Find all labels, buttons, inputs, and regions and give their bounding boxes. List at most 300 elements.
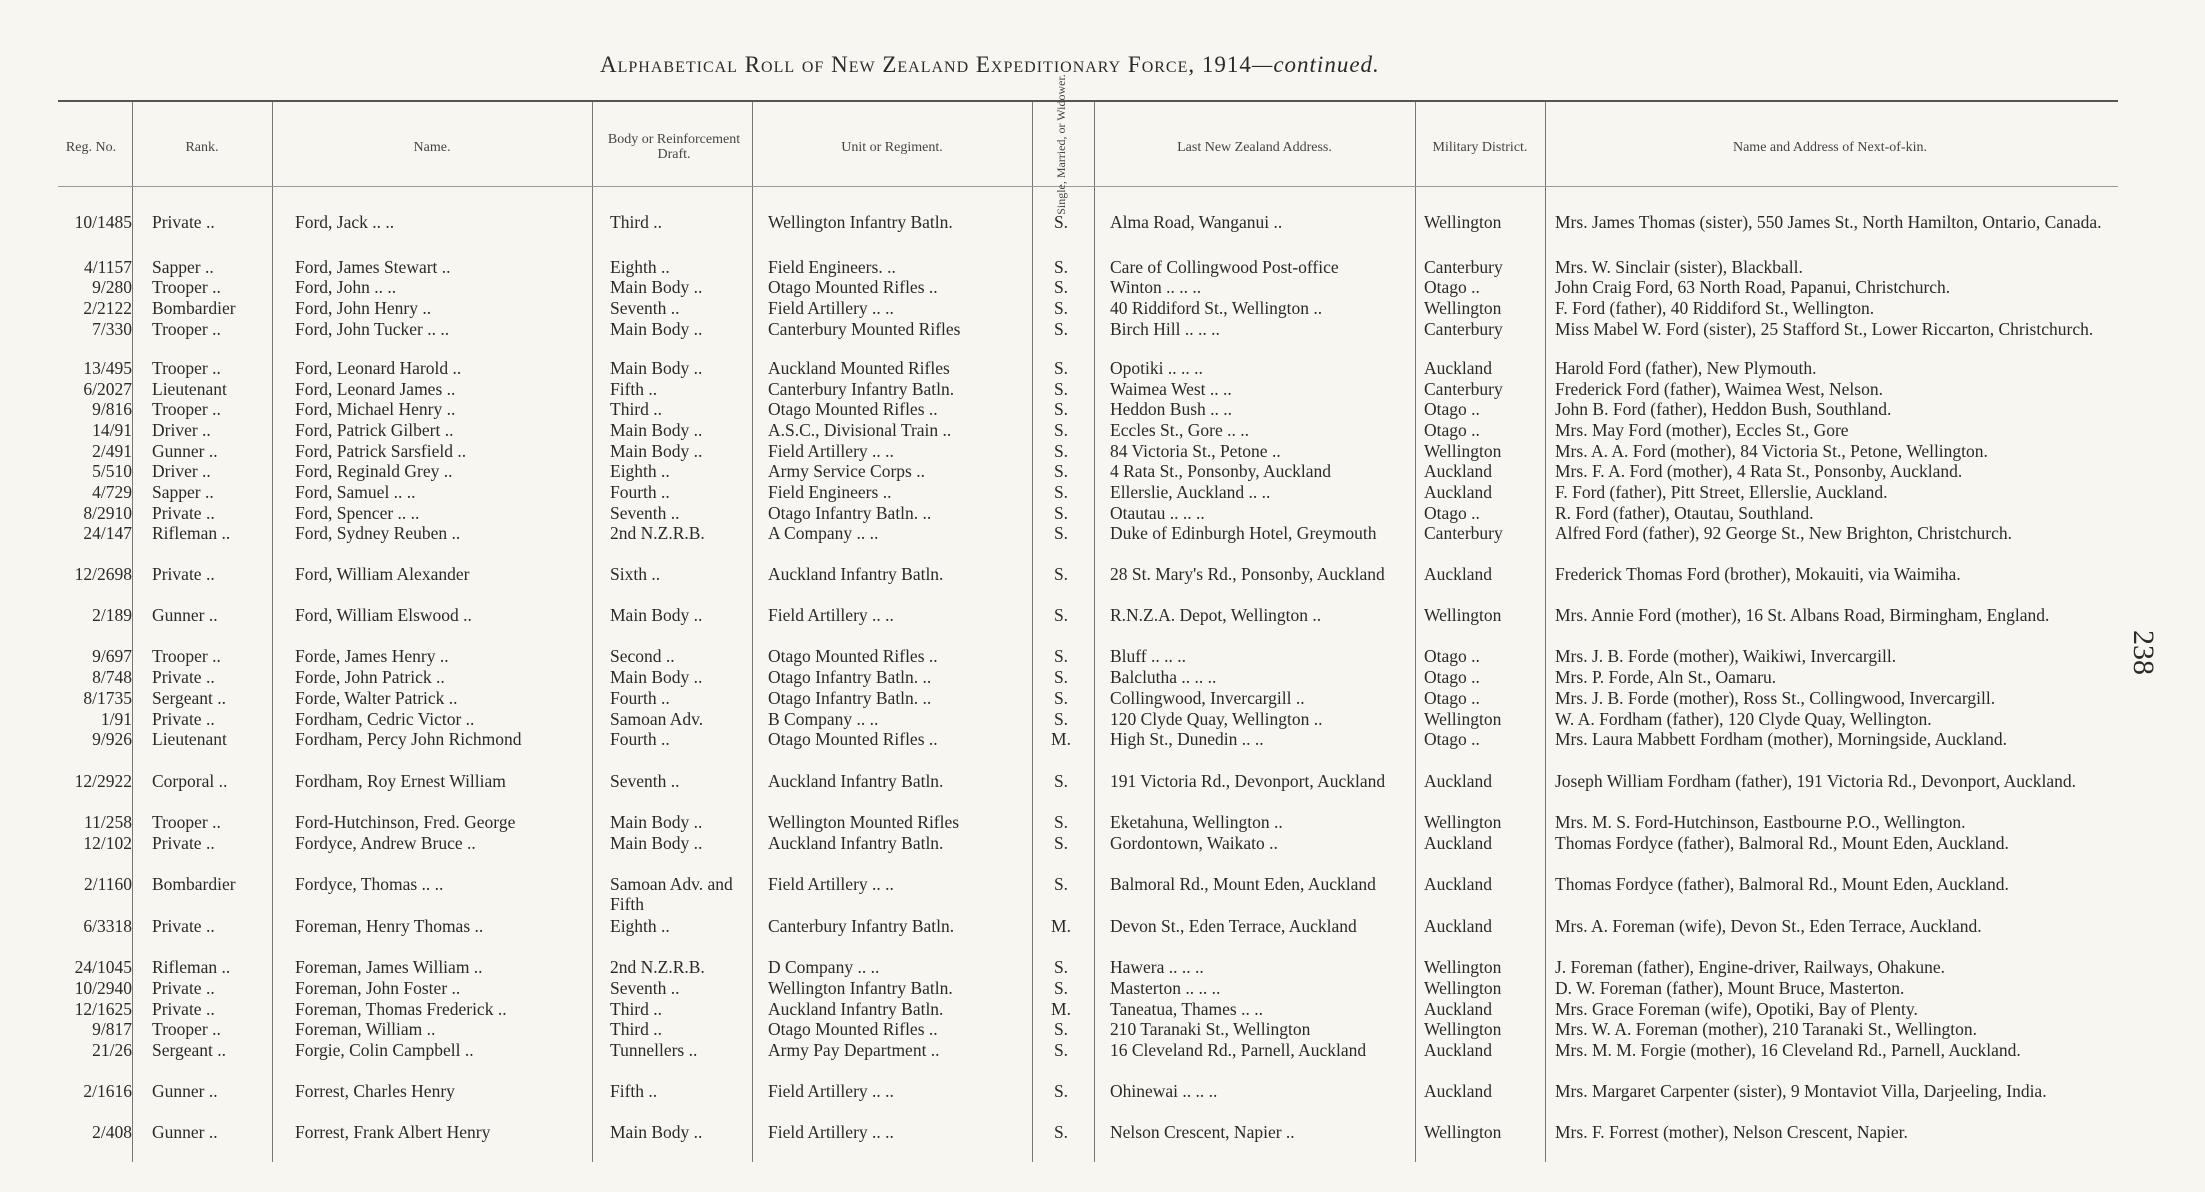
military-district-cell: Auckland xyxy=(1424,461,1493,481)
last-address-cell: Balclutha .. .. .. xyxy=(1110,667,1217,687)
military-district-cell: Wellington xyxy=(1424,212,1502,232)
marital-status-cell: S. xyxy=(1053,503,1069,523)
last-address-cell: Taneatua, Thames .. .. xyxy=(1110,999,1263,1019)
body-draft-cell: 2nd N.Z.R.B. xyxy=(610,957,705,977)
rank-cell: Trooper .. xyxy=(152,399,221,419)
last-address-cell: High St., Dunedin .. .. xyxy=(1110,729,1264,749)
marital-status-cell: S. xyxy=(1053,667,1069,687)
next-of-kin-cell: Mrs. J. B. Forde (mother), Ross St., Collingwood, Invercargill. xyxy=(1555,688,1996,708)
unit-regiment-cell: Field Artillery .. .. xyxy=(768,441,894,461)
unit-regiment-cell: Auckland Infantry Batln. xyxy=(768,771,944,791)
next-of-kin-cell: F. Ford (father), Pitt Street, Ellerslie, Auckland. xyxy=(1555,482,1888,502)
col-header-address: Last New Zealand Address. xyxy=(1177,139,1332,155)
reg-no-cell: 8/1735 xyxy=(83,688,132,708)
last-address-cell: 28 St. Mary's Rd., Ponsonby, Auckland xyxy=(1110,564,1385,584)
body-draft-cell: Eighth .. xyxy=(610,257,670,277)
military-district-cell: Auckland xyxy=(1424,482,1493,502)
marital-status-cell: M. xyxy=(1051,729,1071,749)
rank-cell: Private .. xyxy=(152,833,215,853)
unit-regiment-cell: Field Engineers .. xyxy=(768,482,892,502)
col-header-district: Military District. xyxy=(1432,139,1528,155)
next-of-kin-cell: Mrs. M. M. Forgie (mother), 16 Cleveland Rd., Parnell, Auckland. xyxy=(1555,1040,2021,1060)
reg-no-cell: 4/729 xyxy=(92,482,132,502)
last-address-cell: Eketahuna, Wellington .. xyxy=(1110,812,1283,832)
last-address-cell: R.N.Z.A. Depot, Wellington .. xyxy=(1110,605,1322,625)
soldier-name-cell: Ford, Jack .. .. xyxy=(295,212,395,232)
military-district-cell: Otago .. xyxy=(1424,667,1480,687)
rank-cell: Private .. xyxy=(152,503,215,523)
soldier-name-cell: Foreman, John Foster .. xyxy=(295,978,461,998)
rank-cell: Lieutenant xyxy=(152,729,227,749)
marital-status-cell: S. xyxy=(1053,709,1069,729)
body-draft-cell: Eighth .. xyxy=(610,916,670,936)
body-draft-cell: Main Body .. xyxy=(610,833,703,853)
soldier-name-cell: Ford, Spencer .. .. xyxy=(295,503,420,523)
body-draft-cell: Fourth .. xyxy=(610,688,670,708)
rank-cell: Sergeant .. xyxy=(152,688,227,708)
military-district-cell: Auckland xyxy=(1424,1081,1493,1101)
unit-regiment-cell: Otago Infantry Batln. .. xyxy=(768,667,932,687)
reg-no-cell: 10/1485 xyxy=(74,212,132,232)
soldier-name-cell: Ford, Sydney Reuben .. xyxy=(295,523,461,543)
body-draft-cell: Main Body .. xyxy=(610,605,703,625)
title-text: Alphabetical Roll of New Zealand Expeditionary Force, 1914 xyxy=(600,52,1252,77)
military-district-cell: Canterbury xyxy=(1424,257,1503,277)
last-address-cell: 40 Riddiford St., Wellington .. xyxy=(1110,298,1323,318)
col-header-body-draft: Body or Reinforcement Draft. xyxy=(607,132,741,162)
rank-cell: Sapper .. xyxy=(152,482,214,502)
rank-cell: Private .. xyxy=(152,978,215,998)
marital-status-cell: S. xyxy=(1053,1019,1069,1039)
body-draft-cell: Third .. xyxy=(610,212,663,232)
soldier-name-cell: Ford, John Tucker .. .. xyxy=(295,319,450,339)
unit-regiment-cell: Auckland Infantry Batln. xyxy=(768,833,944,853)
military-district-cell: Wellington xyxy=(1424,1122,1502,1142)
next-of-kin-cell: R. Ford (father), Otautau, Southland. xyxy=(1555,503,1814,523)
reg-no-cell: 2/1616 xyxy=(83,1081,132,1101)
rank-cell: Trooper .. xyxy=(152,646,221,666)
next-of-kin-cell: Mrs. W. Sinclair (sister), Blackball. xyxy=(1555,257,1803,277)
body-draft-cell: Fifth .. xyxy=(610,1081,658,1101)
military-district-cell: Auckland xyxy=(1424,916,1493,936)
last-address-cell: 210 Taranaki St., Wellington xyxy=(1110,1019,1311,1039)
soldier-name-cell: Ford, Samuel .. .. xyxy=(295,482,416,502)
unit-regiment-cell: Otago Infantry Batln. .. xyxy=(768,688,932,708)
col-header-rank: Rank. xyxy=(185,139,219,155)
marital-status-cell: S. xyxy=(1053,461,1069,481)
soldier-name-cell: Ford, James Stewart .. xyxy=(295,257,451,277)
military-district-cell: Wellington xyxy=(1424,709,1502,729)
page-title xyxy=(600,52,1600,78)
last-address-cell: Opotiki .. .. .. xyxy=(1110,358,1203,378)
reg-no-cell: 2/1160 xyxy=(84,874,132,894)
soldier-name-cell: Ford, Leonard Harold .. xyxy=(295,358,462,378)
rank-cell: Private .. xyxy=(152,916,215,936)
marital-status-cell: S. xyxy=(1053,646,1069,666)
rank-cell: Corporal .. xyxy=(152,771,228,791)
rank-cell: Private .. xyxy=(152,212,215,232)
reg-no-cell: 9/697 xyxy=(92,646,132,666)
soldier-name-cell: Foreman, William .. xyxy=(295,1019,436,1039)
rank-cell: Lieutenant xyxy=(152,379,227,399)
soldier-name-cell: Ford-Hutchinson, Fred. George xyxy=(295,812,516,832)
marital-status-cell: S. xyxy=(1053,1122,1069,1142)
body-draft-cell: Main Body .. xyxy=(610,812,703,832)
rank-cell: Rifleman .. xyxy=(152,523,231,543)
unit-regiment-cell: A Company .. .. xyxy=(768,523,879,543)
col-header-unit: Unit or Regiment. xyxy=(841,139,943,155)
body-draft-cell: Seventh .. xyxy=(610,503,680,523)
last-address-cell: Eccles St., Gore .. .. xyxy=(1110,420,1249,440)
military-district-cell: Auckland xyxy=(1424,358,1493,378)
soldier-name-cell: Ford, Patrick Sarsfield .. xyxy=(295,441,467,461)
last-address-cell: Ellerslie, Auckland .. .. xyxy=(1110,482,1271,502)
body-draft-cell: Fourth .. xyxy=(610,729,670,749)
unit-regiment-cell: Wellington Infantry Batln. xyxy=(768,978,953,998)
marital-status-cell: S. xyxy=(1053,812,1069,832)
rank-cell: Rifleman .. xyxy=(152,957,231,977)
next-of-kin-cell: F. Ford (father), 40 Riddiford St., Wellington. xyxy=(1555,298,1875,318)
col-header-name: Name. xyxy=(413,139,451,155)
next-of-kin-cell: Mrs. J. B. Forde (mother), Waikiwi, Invercargill. xyxy=(1555,646,1897,666)
marital-status-cell: S. xyxy=(1053,1040,1069,1060)
rank-cell: Driver .. xyxy=(152,420,211,440)
unit-regiment-cell: Otago Mounted Rifles .. xyxy=(768,1019,938,1039)
military-district-cell: Canterbury xyxy=(1424,319,1503,339)
unit-regiment-cell: Auckland Infantry Batln. xyxy=(768,564,944,584)
next-of-kin-cell: D. W. Foreman (father), Mount Bruce, Masterton. xyxy=(1555,978,1905,998)
body-draft-cell: Sixth .. xyxy=(610,564,661,584)
soldier-name-cell: Ford, William Elswood .. xyxy=(295,605,472,625)
last-address-cell: Gordontown, Waikato .. xyxy=(1110,833,1278,853)
reg-no-cell: 1/91 xyxy=(100,709,132,729)
marital-status-cell: S. xyxy=(1053,441,1069,461)
soldier-name-cell: Forrest, Frank Albert Henry xyxy=(295,1122,491,1142)
last-address-cell: Heddon Bush .. .. xyxy=(1110,399,1233,419)
military-district-cell: Otago .. xyxy=(1424,646,1480,666)
reg-no-cell: 7/330 xyxy=(92,319,132,339)
unit-regiment-cell: Otago Mounted Rifles .. xyxy=(768,277,938,297)
last-address-cell: Alma Road, Wanganui .. xyxy=(1110,212,1283,232)
soldier-name-cell: Ford, Reginald Grey .. xyxy=(295,461,453,481)
next-of-kin-cell: Harold Ford (father), New Plymouth. xyxy=(1555,358,1817,378)
reg-no-cell: 9/280 xyxy=(92,277,132,297)
military-district-cell: Wellington xyxy=(1424,1019,1502,1039)
soldier-name-cell: Forrest, Charles Henry xyxy=(295,1081,455,1101)
reg-no-cell: 9/816 xyxy=(92,399,132,419)
military-district-cell: Auckland xyxy=(1424,874,1493,894)
next-of-kin-cell: John B. Ford (father), Heddon Bush, Southland. xyxy=(1555,399,1892,419)
unit-regiment-cell: Field Artillery .. .. xyxy=(768,874,894,894)
marital-status-cell: M. xyxy=(1051,999,1071,1019)
last-address-cell: Collingwood, Invercargill .. xyxy=(1110,688,1305,708)
column-divider xyxy=(592,102,593,1162)
marital-status-cell: S. xyxy=(1053,688,1069,708)
rank-cell: Private .. xyxy=(152,999,215,1019)
soldier-name-cell: Ford, John .. .. xyxy=(295,277,397,297)
rank-cell: Trooper .. xyxy=(152,358,221,378)
body-draft-cell: Main Body .. xyxy=(610,420,703,440)
military-district-cell: Wellington xyxy=(1424,978,1502,998)
reg-no-cell: 2/2122 xyxy=(83,298,132,318)
unit-regiment-cell: B Company .. .. xyxy=(768,709,879,729)
body-draft-cell: Main Body .. xyxy=(610,358,703,378)
rank-cell: Trooper .. xyxy=(152,812,221,832)
marital-status-cell: S. xyxy=(1053,379,1069,399)
reg-no-cell: 24/147 xyxy=(83,523,132,543)
soldier-name-cell: Forde, Walter Patrick .. xyxy=(295,688,458,708)
military-district-cell: Canterbury xyxy=(1424,379,1503,399)
soldier-name-cell: Ford, Patrick Gilbert .. xyxy=(295,420,454,440)
military-district-cell: Otago .. xyxy=(1424,399,1480,419)
reg-no-cell: 5/510 xyxy=(92,461,132,481)
military-district-cell: Wellington xyxy=(1424,298,1502,318)
next-of-kin-cell: J. Foreman (father), Engine-driver, Railways, Ohakune. xyxy=(1555,957,1946,977)
reg-no-cell: 8/2910 xyxy=(83,503,132,523)
reg-no-cell: 21/26 xyxy=(92,1040,132,1060)
rank-cell: Sapper .. xyxy=(152,257,214,277)
reg-no-cell: 12/102 xyxy=(83,833,132,853)
marital-status-cell: S. xyxy=(1053,874,1069,894)
body-draft-cell: Seventh .. xyxy=(610,978,680,998)
soldier-name-cell: Fordyce, Andrew Bruce .. xyxy=(295,833,476,853)
marital-status-cell: S. xyxy=(1053,978,1069,998)
unit-regiment-cell: Auckland Infantry Batln. xyxy=(768,999,944,1019)
marital-status-cell: S. xyxy=(1053,523,1069,543)
column-divider xyxy=(132,102,133,1162)
rank-cell: Gunner .. xyxy=(152,1122,218,1142)
body-draft-cell: Main Body .. xyxy=(610,277,703,297)
marital-status-cell: S. xyxy=(1053,771,1069,791)
next-of-kin-cell: Mrs. M. S. Ford-Hutchinson, Eastbourne P.O., Wellington. xyxy=(1555,812,1966,832)
rank-cell: Private .. xyxy=(152,564,215,584)
body-draft-cell: Third .. xyxy=(610,1019,663,1039)
next-of-kin-cell: Joseph William Fordham (father), 191 Victoria Rd., Devonport, Auckland. xyxy=(1555,771,2077,791)
unit-regiment-cell: Canterbury Mounted Rifles xyxy=(768,319,961,339)
next-of-kin-cell: Thomas Fordyce (father), Balmoral Rd., Mount Eden, Auckland. xyxy=(1555,874,2009,894)
military-district-cell: Canterbury xyxy=(1424,523,1503,543)
next-of-kin-cell: John Craig Ford, 63 North Road, Papanui, Christchurch. xyxy=(1555,277,1951,297)
marital-status-cell: S. xyxy=(1053,212,1069,232)
column-divider xyxy=(1032,102,1033,1162)
soldier-name-cell: Fordham, Cedric Victor .. xyxy=(295,709,475,729)
body-draft-cell: Main Body .. xyxy=(610,319,703,339)
column-divider xyxy=(272,102,273,1162)
body-draft-cell: Main Body .. xyxy=(610,1122,703,1142)
soldier-name-cell: Foreman, Henry Thomas .. xyxy=(295,916,484,936)
unit-regiment-cell: Wellington Mounted Rifles xyxy=(768,812,960,832)
last-address-cell: Waimea West .. .. xyxy=(1110,379,1232,399)
body-draft-cell: Main Body .. xyxy=(610,667,703,687)
unit-regiment-cell: Otago Mounted Rifles .. xyxy=(768,399,938,419)
marital-status-cell: S. xyxy=(1053,277,1069,297)
soldier-name-cell: Ford, Leonard James .. xyxy=(295,379,456,399)
reg-no-cell: 14/91 xyxy=(92,420,132,440)
military-district-cell: Auckland xyxy=(1424,771,1493,791)
body-draft-cell: Seventh .. xyxy=(610,298,680,318)
last-address-cell: Balmoral Rd., Mount Eden, Auckland xyxy=(1110,874,1376,894)
page-number: 238 xyxy=(2127,630,2160,675)
military-district-cell: Wellington xyxy=(1424,957,1502,977)
col-header-marital-text: Single, Married, or Widower. xyxy=(1053,73,1068,215)
last-address-cell: Birch Hill .. .. .. xyxy=(1110,319,1220,339)
military-district-cell: Wellington xyxy=(1424,812,1502,832)
unit-regiment-cell: Army Pay Department .. xyxy=(768,1040,940,1060)
reg-no-cell: 2/491 xyxy=(92,441,132,461)
column-divider xyxy=(1415,102,1416,1162)
unit-regiment-cell: A.S.C., Divisional Train .. xyxy=(768,420,952,440)
rank-cell: Trooper .. xyxy=(152,277,221,297)
military-district-cell: Otago .. xyxy=(1424,503,1480,523)
rank-cell: Trooper .. xyxy=(152,319,221,339)
reg-no-cell: 9/926 xyxy=(92,729,132,749)
rank-cell: Private .. xyxy=(152,667,215,687)
reg-no-cell: 11/258 xyxy=(84,812,132,832)
military-district-cell: Otago .. xyxy=(1424,420,1480,440)
last-address-cell: Masterton .. .. .. xyxy=(1110,978,1221,998)
body-draft-cell: Samoan Adv. and Fifth xyxy=(610,874,733,914)
body-draft-cell: Second .. xyxy=(610,646,675,666)
military-district-cell: Auckland xyxy=(1424,999,1493,1019)
unit-regiment-cell: Otago Mounted Rifles .. xyxy=(768,646,938,666)
marital-status-cell: S. xyxy=(1053,482,1069,502)
unit-regiment-cell: Field Artillery .. .. xyxy=(768,298,894,318)
body-draft-cell: 2nd N.Z.R.B. xyxy=(610,523,705,543)
military-district-cell: Wellington xyxy=(1424,441,1502,461)
soldier-name-cell: Fordham, Roy Ernest William xyxy=(295,771,506,791)
reg-no-cell: 10/2940 xyxy=(74,978,132,998)
marital-status-cell: S. xyxy=(1053,605,1069,625)
next-of-kin-cell: Mrs. Margaret Carpenter (sister), 9 Montaviot Villa, Darjeeling, India. xyxy=(1555,1081,2047,1101)
military-district-cell: Auckland xyxy=(1424,1040,1493,1060)
next-of-kin-cell: Mrs. W. A. Foreman (mother), 210 Taranaki St., Wellington. xyxy=(1555,1019,1978,1039)
last-address-cell: Devon St., Eden Terrace, Auckland xyxy=(1110,916,1357,936)
last-address-cell: 4 Rata St., Ponsonby, Auckland xyxy=(1110,461,1332,481)
rank-cell: Gunner .. xyxy=(152,441,218,461)
marital-status-cell: S. xyxy=(1053,1081,1069,1101)
marital-status-cell: S. xyxy=(1053,833,1069,853)
military-district-cell: Wellington xyxy=(1424,605,1502,625)
unit-regiment-cell: Wellington Infantry Batln. xyxy=(768,212,953,232)
unit-regiment-cell: Field Artillery .. .. xyxy=(768,1081,894,1101)
rank-cell: Driver .. xyxy=(152,461,211,481)
reg-no-cell: 12/1625 xyxy=(74,999,132,1019)
soldier-name-cell: Forgie, Colin Campbell .. xyxy=(295,1040,474,1060)
next-of-kin-cell: Mrs. P. Forde, Aln St., Oamaru. xyxy=(1555,667,1777,687)
reg-no-cell: 24/1045 xyxy=(74,957,132,977)
soldier-name-cell: Forde, James Henry .. xyxy=(295,646,449,666)
next-of-kin-cell: Frederick Ford (father), Waimea West, Nelson. xyxy=(1555,379,1883,399)
soldier-name-cell: Ford, Michael Henry .. xyxy=(295,399,456,419)
reg-no-cell: 9/817 xyxy=(92,1019,132,1039)
column-divider xyxy=(1094,102,1095,1162)
unit-regiment-cell: Army Service Corps .. xyxy=(768,461,925,481)
marital-status-cell: S. xyxy=(1053,564,1069,584)
next-of-kin-cell: Mrs. A. A. Ford (mother), 84 Victoria St., Petone, Wellington. xyxy=(1555,441,1988,461)
military-district-cell: Auckland xyxy=(1424,833,1493,853)
soldier-name-cell: Fordyce, Thomas .. .. xyxy=(295,874,444,894)
military-district-cell: Otago .. xyxy=(1424,729,1480,749)
rank-cell: Bombardier xyxy=(152,874,236,894)
marital-status-cell: M. xyxy=(1051,916,1071,936)
soldier-name-cell: Ford, John Henry .. xyxy=(295,298,432,318)
reg-no-cell: 4/1157 xyxy=(84,257,132,277)
soldier-name-cell: Forde, John Patrick .. xyxy=(295,667,445,687)
marital-status-cell: S. xyxy=(1053,358,1069,378)
body-draft-cell: Eighth .. xyxy=(610,461,670,481)
rank-cell: Gunner .. xyxy=(152,1081,218,1101)
body-draft-cell: Third .. xyxy=(610,399,663,419)
next-of-kin-cell: Thomas Fordyce (father), Balmoral Rd., Mount Eden, Auckland. xyxy=(1555,833,2009,853)
reg-no-cell: 2/189 xyxy=(92,605,132,625)
unit-regiment-cell: Canterbury Infantry Batln. xyxy=(768,379,955,399)
reg-no-cell: 12/2922 xyxy=(74,771,132,791)
body-draft-cell: Fourth .. xyxy=(610,482,670,502)
next-of-kin-cell: Mrs. May Ford (mother), Eccles St., Gore xyxy=(1555,420,1849,440)
unit-regiment-cell: Field Engineers. .. xyxy=(768,257,896,277)
next-of-kin-cell: Mrs. Grace Foreman (wife), Opotiki, Bay of Plenty. xyxy=(1555,999,1918,1019)
column-divider xyxy=(752,102,753,1162)
marital-status-cell: S. xyxy=(1053,399,1069,419)
rank-cell: Trooper .. xyxy=(152,1019,221,1039)
military-district-cell: Otago .. xyxy=(1424,688,1480,708)
body-draft-cell: Tunnellers .. xyxy=(610,1040,698,1060)
last-address-cell: Winton .. .. .. xyxy=(1110,277,1202,297)
rank-cell: Sergeant .. xyxy=(152,1040,227,1060)
military-district-cell: Otago .. xyxy=(1424,277,1480,297)
military-district-cell: Auckland xyxy=(1424,564,1493,584)
last-address-cell: Ohinewai .. .. .. xyxy=(1110,1081,1218,1101)
unit-regiment-cell: D Company .. .. xyxy=(768,957,880,977)
last-address-cell: Bluff .. .. .. xyxy=(1110,646,1186,666)
next-of-kin-cell: Frederick Thomas Ford (brother), Mokauiti, via Waimiha. xyxy=(1555,564,1961,584)
soldier-name-cell: Foreman, James William .. xyxy=(295,957,483,977)
unit-regiment-cell: Otago Mounted Rifles .. xyxy=(768,729,938,749)
soldier-name-cell: Ford, William Alexander xyxy=(295,564,470,584)
marital-status-cell: S. xyxy=(1053,319,1069,339)
unit-regiment-cell: Field Artillery .. .. xyxy=(768,605,894,625)
reg-no-cell: 6/2027 xyxy=(83,379,132,399)
next-of-kin-cell: Mrs. A. Foreman (wife), Devon St., Eden Terrace, Auckland. xyxy=(1555,916,1982,936)
unit-regiment-cell: Otago Infantry Batln. .. xyxy=(768,503,932,523)
reg-no-cell: 13/495 xyxy=(83,358,132,378)
last-address-cell: Otautau .. .. .. xyxy=(1110,503,1205,523)
next-of-kin-cell: Mrs. James Thomas (sister), 550 James St., North Hamilton, Ontario, Canada. xyxy=(1555,212,2102,232)
last-address-cell: Duke of Edinburgh Hotel, Greymouth xyxy=(1110,523,1377,543)
rank-cell: Private .. xyxy=(152,709,215,729)
next-of-kin-cell: Mrs. F. Forrest (mother), Nelson Crescent, Napier. xyxy=(1555,1122,1908,1142)
soldier-name-cell: Foreman, Thomas Frederick .. xyxy=(295,999,507,1019)
unit-regiment-cell: Field Artillery .. .. xyxy=(768,1122,894,1142)
body-draft-cell: Seventh .. xyxy=(610,771,680,791)
body-draft-cell: Fifth .. xyxy=(610,379,658,399)
marital-status-cell: S. xyxy=(1053,957,1069,977)
last-address-cell: 16 Cleveland Rd., Parnell, Auckland xyxy=(1110,1040,1367,1060)
rank-cell: Bombardier xyxy=(152,298,236,318)
reg-no-cell: 2/408 xyxy=(92,1122,132,1142)
next-of-kin-cell: W. A. Fordham (father), 120 Clyde Quay, Wellington. xyxy=(1555,709,1932,729)
last-address-cell: 84 Victoria St., Petone .. xyxy=(1110,441,1281,461)
soldier-name-cell: Fordham, Percy John Richmond xyxy=(295,729,522,749)
unit-regiment-cell: Auckland Mounted Rifles xyxy=(768,358,950,378)
next-of-kin-cell: Mrs. Laura Mabbett Fordham (mother), Morningside, Auckland. xyxy=(1555,729,2007,749)
body-draft-cell: Main Body .. xyxy=(610,441,703,461)
reg-no-cell: 12/2698 xyxy=(74,564,132,584)
marital-status-cell: S. xyxy=(1053,420,1069,440)
last-address-cell: Hawera .. .. .. xyxy=(1110,957,1204,977)
body-draft-cell: Samoan Adv. xyxy=(610,709,704,729)
last-address-cell: 191 Victoria Rd., Devonport, Auckland xyxy=(1110,771,1386,791)
